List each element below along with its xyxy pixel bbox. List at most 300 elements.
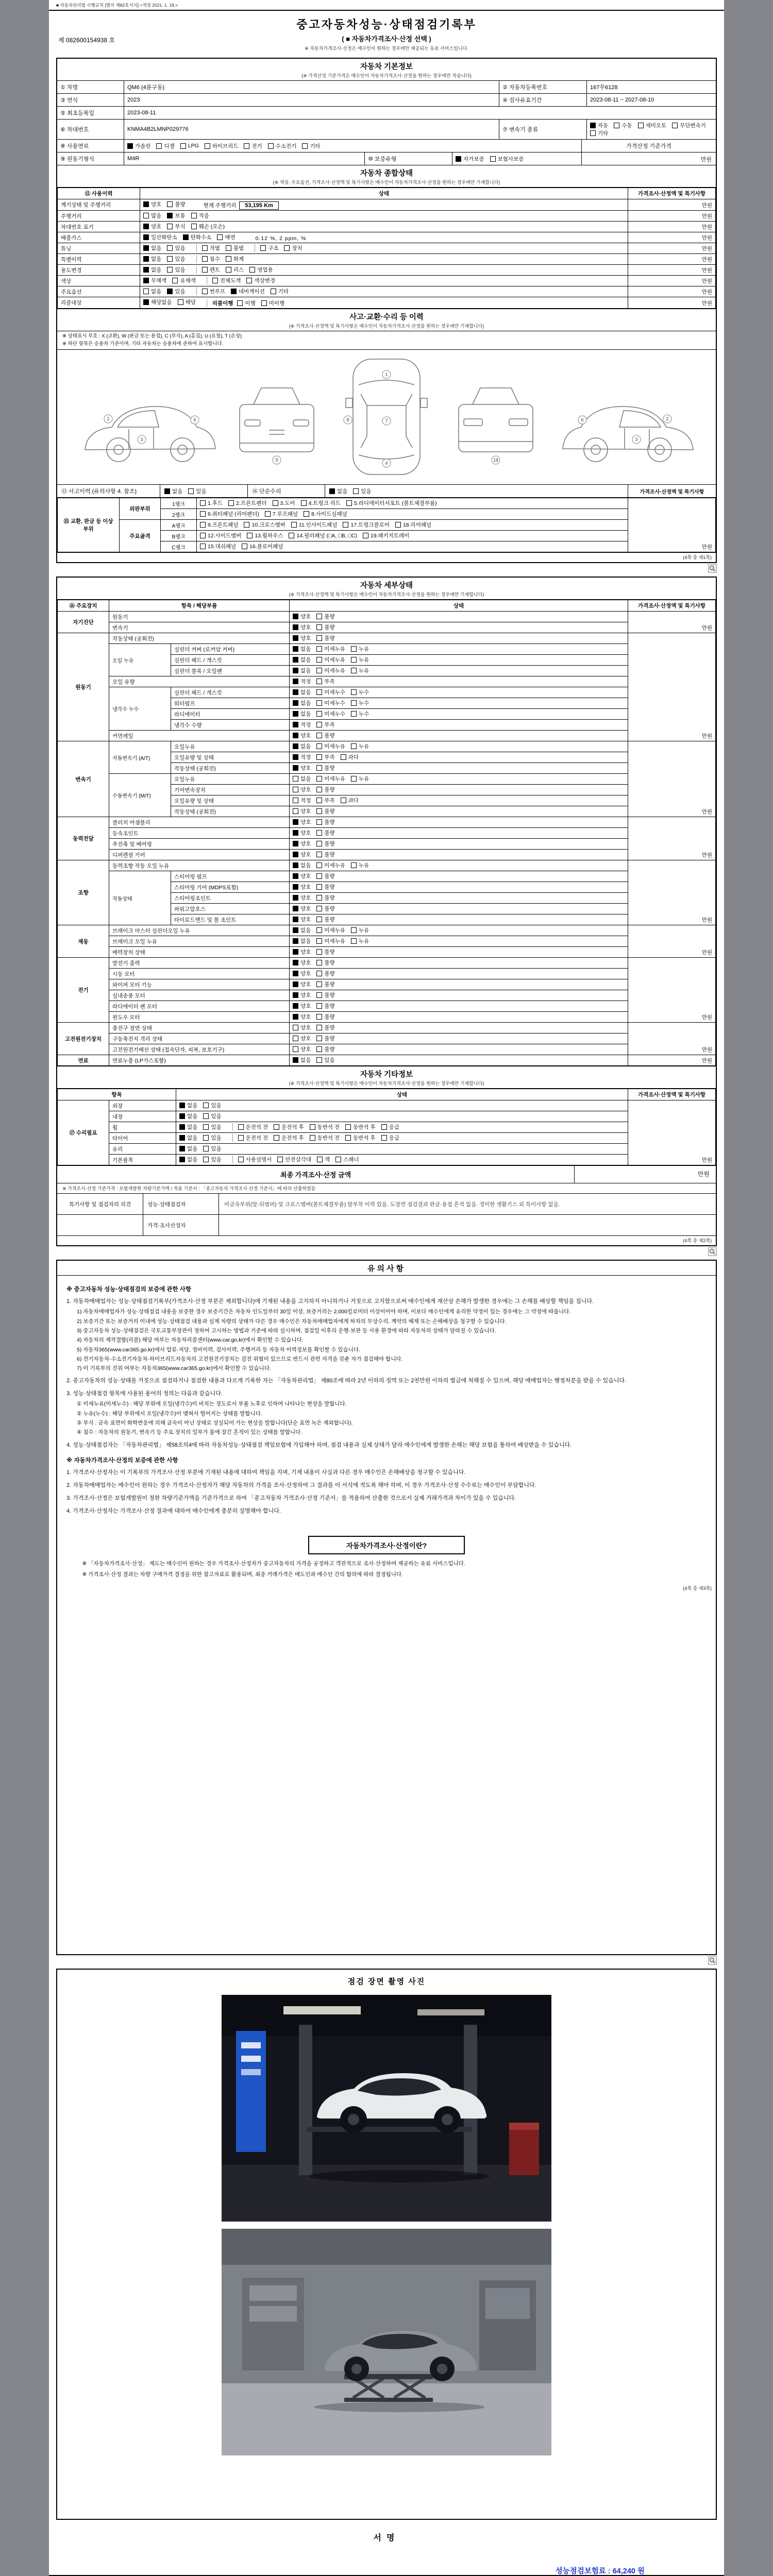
checkbox-수소전기[interactable]: 수소전기 <box>268 142 297 150</box>
item-label: 냉각수 수량 <box>171 720 290 731</box>
zoom-row-3 <box>56 1956 717 1964</box>
unchecked-box-icon <box>310 1135 315 1141</box>
state-cell <box>290 612 628 622</box>
checkbox-불량[interactable]: 불량 <box>316 851 334 858</box>
checkbox-동반석 전[interactable]: 동반석 전 <box>310 1123 340 1131</box>
checkbox-전체도색[interactable]: 전체도색 <box>212 277 241 284</box>
checkbox-이행[interactable]: 이행 <box>237 299 255 307</box>
checkbox-누유[interactable]: 누유 <box>351 937 369 945</box>
checkbox-스패너[interactable]: 스패너 <box>335 1156 359 1163</box>
checkbox-양호[interactable]: 양호 <box>293 916 311 923</box>
checkbox-13.휠하우스[interactable]: 13.휠하우스 <box>247 532 283 539</box>
state-cell <box>290 860 628 871</box>
checkbox-없음[interactable]: 없음 <box>293 699 311 707</box>
transmission-options <box>587 120 716 139</box>
checkbox-미세누유[interactable]: 미세누유 <box>316 645 345 653</box>
checkbox-부족[interactable]: 부족 <box>316 677 334 685</box>
notice-item: 2. 중고자동차의 성능·상태를 거짓으로 점검하거나 점검한 내용과 다르게 기록한 자는 「자동차관리법」 제80조에 따라 2년 이하의 징역 또는 2천만원 이하의 벌금에 처해질 수 있으며, 해당 매매업자는 행정처분을 받을 수 있습니다. <box>66 1378 627 1384</box>
checkbox-불량[interactable]: 불량 <box>316 905 334 912</box>
checked-box-icon <box>293 938 298 944</box>
checkbox-없음[interactable]: 없음 <box>329 487 347 495</box>
checkbox-불량[interactable]: 불량 <box>316 613 334 620</box>
checkbox-양호[interactable]: 양호 <box>293 872 311 880</box>
option-group <box>143 212 220 219</box>
checked-box-icon <box>293 1057 298 1063</box>
unchecked-box-icon <box>226 267 231 273</box>
checkbox-18.리어패널[interactable]: 18.리어패널 <box>395 521 431 529</box>
checkbox-불량[interactable]: 불량 <box>316 764 334 772</box>
checkbox-해당[interactable]: 해당 <box>178 298 196 306</box>
checkbox-불량[interactable]: 불량 <box>316 840 334 848</box>
checkbox-있음[interactable]: 있음 <box>203 1145 221 1153</box>
document-page <box>49 0 724 2576</box>
etc-row <box>58 1111 716 1122</box>
checkbox-안전삼각대[interactable]: 안전삼각대 <box>277 1156 311 1163</box>
checkbox-양호[interactable]: 양호 <box>293 970 311 977</box>
checkbox-불량[interactable]: 불량 <box>316 1045 334 1053</box>
checkbox-있음[interactable]: 있음 <box>203 1156 221 1163</box>
magnifier-icon[interactable] <box>708 1956 717 1965</box>
checkbox-없음[interactable]: 없음 <box>293 688 311 696</box>
overall-row <box>58 265 716 276</box>
checkbox-적정[interactable]: 적정 <box>293 753 311 761</box>
checkbox-10.크로스멤버[interactable]: 10.크로스멤버 <box>244 521 285 529</box>
checkbox-사용설명서[interactable]: 사용설명서 <box>238 1156 272 1163</box>
checkbox-미세누유[interactable]: 미세누유 <box>316 861 345 869</box>
checkbox-불량[interactable]: 불량 <box>316 980 334 988</box>
etc-row <box>58 1133 716 1144</box>
checkbox-불량[interactable]: 불량 <box>316 732 334 739</box>
detail-title-note: (※ 가격조사·산정액 및 특기사항은 매수인이 자동차가격조사·산정을 원하는 경우에만 기재합니다) <box>289 592 484 598</box>
checkbox-많음[interactable]: 많음 <box>143 212 161 219</box>
checkbox-운전석 후[interactable]: 운전석 후 <box>274 1134 304 1142</box>
checkbox-기타[interactable]: 기타 <box>302 142 320 150</box>
checkbox-1.후드[interactable]: 1.후드 <box>200 499 223 507</box>
checkbox-보험사보증[interactable]: 보험사보증 <box>490 155 524 163</box>
checkbox-없음[interactable]: 없음 <box>179 1112 197 1120</box>
state-cell <box>290 622 628 633</box>
checkbox-누수[interactable]: 누수 <box>351 699 369 707</box>
price-cell: 만원 <box>628 817 716 860</box>
checkbox-양호[interactable]: 양호 <box>293 1002 311 1010</box>
checkbox-없음[interactable]: 없음 <box>293 656 311 664</box>
checkbox-미세누수[interactable]: 미세누수 <box>316 688 345 696</box>
notice-subitem: ① 미세누유(미세누수) : 해당 부위에 오일(냉각수)이 비치는 정도로서 부품 노후로 인하여 나타나는 현상을 말합니다. <box>77 1401 347 1408</box>
checkbox-5.라디에이터서포트 (볼트체결부품)[interactable]: 5.라디에이터서포트 (볼트체결부품) <box>346 499 437 507</box>
device-label: 원동기 <box>58 633 109 741</box>
checkbox-미세누유[interactable]: 미세누유 <box>316 667 345 674</box>
checkbox-없음[interactable]: 없음 <box>143 287 161 295</box>
checkbox-양호[interactable]: 양호 <box>293 980 311 988</box>
checkbox-적정[interactable]: 적정 <box>293 721 311 728</box>
checkbox-양호[interactable]: 양호 <box>293 613 311 620</box>
page-note-3: (4쪽 중 제3쪽) <box>683 1586 712 1591</box>
checkbox-없음[interactable]: 없음 <box>293 861 311 869</box>
checkbox-없음[interactable]: 없음 <box>179 1156 197 1163</box>
checkbox-과다[interactable]: 과다 <box>341 796 359 804</box>
checkbox-불량[interactable]: 불량 <box>316 959 334 967</box>
checkbox-있음[interactable]: 있음 <box>353 487 371 495</box>
checkbox-양호[interactable]: 양호 <box>293 840 311 848</box>
unchecked-box-icon <box>381 1135 387 1141</box>
checkbox-양호[interactable]: 양호 <box>293 623 311 631</box>
checkbox-불량[interactable]: 불량 <box>316 872 334 880</box>
checkbox-누유[interactable]: 누유 <box>351 656 369 664</box>
unchecked-box-icon <box>316 798 322 803</box>
checkbox-19.패키지트레이[interactable]: 19.패키지트레이 <box>363 532 409 539</box>
unchecked-box-icon <box>316 1014 322 1020</box>
checkbox-불량[interactable]: 불량 <box>316 1035 334 1042</box>
checkbox-2.프론트펜더[interactable]: 2.프론트펜더 <box>228 499 266 507</box>
checkbox-과다[interactable]: 과다 <box>341 753 359 761</box>
checkbox-동반석 후[interactable]: 동반석 후 <box>345 1134 376 1142</box>
checkbox-잭[interactable]: 잭 <box>317 1156 330 1163</box>
checkbox-미세누유[interactable]: 미세누유 <box>316 656 345 664</box>
checkbox-불량[interactable]: 불량 <box>316 818 334 826</box>
checkbox-해당없음[interactable]: 해당없음 <box>143 298 172 306</box>
magnifier-icon[interactable] <box>708 1247 717 1256</box>
checkbox-불량[interactable]: 불량 <box>316 634 334 642</box>
unchecked-box-icon <box>247 533 253 538</box>
checked-box-icon <box>179 1157 185 1162</box>
checkbox-있음[interactable]: 있음 <box>203 1134 221 1142</box>
magnifier-icon[interactable] <box>708 564 717 573</box>
checkbox-없음[interactable]: 없음 <box>179 1145 197 1153</box>
checkbox-불량[interactable]: 불량 <box>316 1013 334 1021</box>
checkbox-있음[interactable]: 있음 <box>203 1123 221 1131</box>
inspection-photo-1 <box>222 1995 551 2222</box>
checkbox-없음[interactable]: 없음 <box>293 1056 311 1064</box>
checkbox-불량[interactable]: 불량 <box>316 948 334 956</box>
checkbox-양호[interactable]: 양호 <box>293 1024 311 1031</box>
checkbox-미세누유[interactable]: 미세누유 <box>316 926 345 934</box>
checkbox-불량[interactable]: 불량 <box>316 894 334 902</box>
detail-row <box>58 612 716 622</box>
engine-type-value: M4R <box>124 152 365 165</box>
checkbox-있음[interactable]: 있음 <box>167 255 185 263</box>
unchecked-box-icon <box>353 488 359 494</box>
checkbox-불량[interactable]: 불량 <box>316 829 334 837</box>
checkbox-부족[interactable]: 부족 <box>316 753 334 761</box>
checkbox-14.필러패널 (□A, □B, □C)[interactable]: 14.필러패널 (□A, □B, □C) <box>289 532 357 539</box>
item-label: 브레이크 오일 누유 <box>109 936 290 947</box>
checkbox-11.인사이드패널[interactable]: 11.인사이드패널 <box>291 521 338 529</box>
checkbox-운전석 전[interactable]: 운전석 전 <box>238 1123 268 1131</box>
checkbox-매연[interactable]: 매연 <box>217 233 235 241</box>
checkbox-썬루프[interactable]: 썬루프 <box>202 287 225 295</box>
use-history-label: 차대번호 표기 <box>58 222 140 232</box>
checkbox-무단변속기[interactable]: 무단변속기 <box>672 122 706 129</box>
detail-row <box>58 871 716 882</box>
checkbox-일산화탄소[interactable]: 일산화탄소 <box>143 233 177 241</box>
overall-row <box>58 276 716 286</box>
checkbox-적음[interactable]: 적음 <box>191 212 209 219</box>
checkbox-양호[interactable]: 양호 <box>293 894 311 902</box>
checkbox-불량[interactable]: 불량 <box>316 623 334 631</box>
checkbox-동반석 후[interactable]: 동반석 후 <box>345 1123 376 1131</box>
checkbox-양호[interactable]: 양호 <box>293 732 311 739</box>
warranty-type-label: ⑩ 보증유형 <box>365 152 452 165</box>
item-label: 라디에이터 <box>171 709 290 720</box>
checkbox-누유[interactable]: 누유 <box>351 861 369 869</box>
etc-title-note: (※ 가격조사·산정액 및 특기사항은 매수인이 자동차가격조사·산정을 원하는 경우에만 기재합니다) <box>289 1081 484 1087</box>
detail-row <box>58 1033 716 1044</box>
checked-box-icon <box>293 949 298 955</box>
checked-box-icon <box>293 614 298 619</box>
checkbox-양호[interactable]: 양호 <box>293 786 311 793</box>
item-label: 클러치 어셈블리 <box>109 817 290 828</box>
unchecked-box-icon <box>226 245 231 251</box>
checkbox-적정[interactable]: 적정 <box>293 677 311 685</box>
checkbox-3.도어[interactable]: 3.도어 <box>273 499 295 507</box>
checkbox-없음[interactable]: 없음 <box>164 487 182 495</box>
checkbox-양호[interactable]: 양호 <box>293 807 311 815</box>
inspection-period-label: ④ 검사유효기간 <box>499 94 587 106</box>
checkbox-화재[interactable]: 화재 <box>226 255 244 263</box>
checkbox-없음[interactable]: 없음 <box>143 244 161 252</box>
basic-row-56-left <box>57 140 581 165</box>
state-cell <box>290 1012 628 1023</box>
checkbox-있음[interactable]: 있음 <box>316 1056 334 1064</box>
checkbox-부식[interactable]: 부식 <box>167 223 185 230</box>
item-label: 고전원전기배선 상태 (접속단자, 피복, 보호기구) <box>109 1044 290 1055</box>
final-price-row <box>57 1165 716 1183</box>
checkbox-불량[interactable]: 불량 <box>316 807 334 815</box>
checkbox-없음[interactable]: 없음 <box>143 255 161 263</box>
checkbox-양호[interactable]: 양호 <box>293 634 311 642</box>
section-notice <box>56 1260 717 1955</box>
item-label: 추진축 및 베어링 <box>109 839 290 850</box>
use-history-label: 리콜대상 <box>58 297 140 309</box>
checkbox-훼손 (오손)[interactable]: 훼손 (오손) <box>191 223 225 230</box>
car-name-label: ① 차명 <box>57 81 124 93</box>
checked-box-icon <box>143 234 149 240</box>
checkbox-양호[interactable]: 양호 <box>293 764 311 772</box>
checkbox-양호[interactable]: 양호 <box>293 851 311 858</box>
checkbox-보통[interactable]: 보통 <box>167 212 185 219</box>
item-label: 오일누유 <box>171 774 290 785</box>
checked-box-icon <box>293 992 298 998</box>
checkbox-17.트렁크플로어[interactable]: 17.트렁크플로어 <box>343 521 389 529</box>
checkbox-없음[interactable]: 없음 <box>293 710 311 718</box>
checkbox-없음[interactable]: 없음 <box>293 775 311 783</box>
unchecked-box-icon <box>316 689 322 695</box>
checkbox-적법[interactable]: 적법 <box>202 244 220 252</box>
checkbox-불량[interactable]: 불량 <box>316 1024 334 1031</box>
basic-row-56-wrap <box>57 140 716 165</box>
option-group <box>143 287 196 295</box>
checkbox-불량[interactable]: 불량 <box>316 970 334 977</box>
checkbox-없음[interactable]: 없음 <box>293 742 311 750</box>
checkbox-장치[interactable]: 장치 <box>284 244 302 252</box>
checkbox-누수[interactable]: 누수 <box>351 688 369 696</box>
checkbox-누유[interactable]: 누유 <box>351 645 369 653</box>
option-group <box>232 1123 410 1131</box>
checkbox-전기[interactable]: 전기 <box>244 142 262 150</box>
checked-box-icon <box>293 722 298 727</box>
checkbox-세미오토[interactable]: 세미오토 <box>638 122 667 129</box>
checkbox-양호[interactable]: 양호 <box>293 905 311 912</box>
checkbox-양호[interactable]: 양호 <box>293 1045 311 1053</box>
checkbox-있음[interactable]: 있음 <box>167 244 185 252</box>
checkbox-누수[interactable]: 누수 <box>351 710 369 718</box>
checkbox-불량[interactable]: 불량 <box>316 1002 334 1010</box>
checkbox-양호[interactable]: 양호 <box>293 959 311 967</box>
checkbox-불량[interactable]: 불량 <box>167 200 185 208</box>
detail-title <box>57 578 716 600</box>
checkbox-미세누유[interactable]: 미세누유 <box>316 775 345 783</box>
checkbox-불법[interactable]: 불법 <box>226 244 244 252</box>
state-cell <box>290 1023 628 1033</box>
checkbox-양호[interactable]: 양호 <box>143 200 161 208</box>
etc-row <box>58 1122 716 1133</box>
checkbox-불량[interactable]: 불량 <box>316 883 334 891</box>
checkbox-리스[interactable]: 리스 <box>226 266 244 274</box>
checkbox-하이브리드[interactable]: 하이브리드 <box>205 142 239 150</box>
checkbox-16.플로어패널[interactable]: 16.플로어패널 <box>242 543 283 550</box>
item-label: 기어변속장치 <box>171 785 290 795</box>
checkbox-없음[interactable]: 없음 <box>293 667 311 674</box>
checkbox-있음[interactable]: 있음 <box>203 1101 221 1109</box>
checkbox-미이행[interactable]: 미이행 <box>261 299 284 307</box>
unchecked-box-icon <box>351 646 357 652</box>
checkbox-응급[interactable]: 응급 <box>381 1123 399 1131</box>
checkbox-가솔린[interactable]: 가솔린 <box>127 142 150 150</box>
checkbox-없음[interactable]: 없음 <box>179 1101 197 1109</box>
checkbox-디젤[interactable]: 디젤 <box>156 142 174 150</box>
checkbox-양호[interactable]: 양호 <box>293 948 311 956</box>
checkbox-불량[interactable]: 불량 <box>316 916 334 923</box>
unchecked-box-icon <box>293 787 298 792</box>
detail-row <box>58 1055 716 1066</box>
checkbox-자동[interactable]: 자동 <box>590 122 608 129</box>
checkbox-운전석 후[interactable]: 운전석 후 <box>274 1123 304 1131</box>
parts-items-cell <box>197 498 628 509</box>
checkbox-양호[interactable]: 양호 <box>143 223 161 230</box>
unchecked-box-icon <box>203 1135 209 1141</box>
fuel-options <box>124 140 581 152</box>
notice-subitem: ④ 침수 : 자동차의 원동기, 변속기 등 주요 장치의 일부가 물에 잠긴 흔적이 있는 상태를 말합니다. <box>77 1429 303 1436</box>
checkbox-없음[interactable]: 없음 <box>293 645 311 653</box>
checkbox-미세누유[interactable]: 미세누유 <box>316 742 345 750</box>
checkbox-응급[interactable]: 응급 <box>381 1134 399 1142</box>
page-note-1: (4쪽 중 제1쪽) <box>57 552 716 562</box>
checkbox-양호[interactable]: 양호 <box>293 883 311 891</box>
unchecked-box-icon <box>191 224 197 229</box>
checkbox-없음[interactable]: 없음 <box>179 1134 197 1142</box>
state-cell <box>176 1133 628 1144</box>
checkbox-누유[interactable]: 누유 <box>351 926 369 934</box>
checkbox-렌트[interactable]: 렌트 <box>202 266 220 274</box>
option-group <box>196 255 255 263</box>
checkbox-8.사이드실패널[interactable]: 8.사이드실패널 <box>304 510 347 518</box>
detail-row <box>58 731 716 741</box>
basic-row-6 <box>57 152 581 165</box>
checkbox-유채색[interactable]: 유채색 <box>172 277 195 284</box>
checkbox-없음[interactable]: 없음 <box>293 937 311 945</box>
checkbox-있음[interactable]: 있음 <box>188 487 206 495</box>
checkbox-기타[interactable]: 기타 <box>271 287 289 295</box>
checkbox-동반석 전[interactable]: 동반석 전 <box>310 1134 340 1142</box>
checkbox-있음[interactable]: 있음 <box>203 1112 221 1120</box>
document-number: 제 082600154938 호 <box>58 37 115 44</box>
checkbox-침수[interactable]: 침수 <box>202 255 220 263</box>
checkbox-구조[interactable]: 구조 <box>260 244 278 252</box>
checkbox-미세누수[interactable]: 미세누수 <box>316 710 345 718</box>
checkbox-영업용[interactable]: 영업용 <box>249 266 273 274</box>
checkbox-미세누수[interactable]: 미세누수 <box>316 699 345 707</box>
checkbox-부족[interactable]: 부족 <box>316 721 334 728</box>
checkbox-운전석 전[interactable]: 운전석 전 <box>238 1134 268 1142</box>
base-price-column <box>581 140 716 165</box>
unchecked-box-icon <box>316 743 322 749</box>
checkbox-양호[interactable]: 양호 <box>293 818 311 826</box>
checked-box-icon <box>183 234 189 240</box>
etc-header-row <box>58 1089 716 1100</box>
checkbox-탄화수소[interactable]: 탄화수소 <box>183 233 212 241</box>
model-year-label: ③ 연식 <box>57 94 124 106</box>
checkbox-수동[interactable]: 수동 <box>614 122 632 129</box>
checkbox-부족[interactable]: 부족 <box>316 796 334 804</box>
checkbox-없음[interactable]: 없음 <box>179 1123 197 1131</box>
checkbox-기타[interactable]: 기타 <box>590 129 608 137</box>
detail-row <box>58 741 716 752</box>
final-price-value: 만원 <box>697 1171 710 1178</box>
checkbox-누유[interactable]: 누유 <box>351 742 369 750</box>
checkbox-7.루프패널[interactable]: 7.루프패널 <box>265 510 298 518</box>
checkbox-양호[interactable]: 양호 <box>293 1035 311 1042</box>
unchecked-box-icon <box>672 123 678 128</box>
checkbox-양호[interactable]: 양호 <box>293 1013 311 1021</box>
unchecked-box-icon <box>316 711 322 717</box>
checkbox-4.트렁크 리드[interactable]: 4.트렁크 리드 <box>301 499 341 507</box>
checkbox-없음[interactable]: 없음 <box>293 926 311 934</box>
overall-title-text: 자동차 종합상태 <box>360 170 413 178</box>
checkbox-무채색[interactable]: 무채색 <box>143 277 166 284</box>
checkbox-9.프론트패널[interactable]: 9.프론트패널 <box>200 521 238 529</box>
checkbox-누유[interactable]: 누유 <box>351 775 369 783</box>
state-cell <box>290 1055 628 1066</box>
checkbox-없음[interactable]: 없음 <box>143 266 161 274</box>
price-appraisal-info-box <box>77 1536 696 1579</box>
checkbox-15.대쉬패널[interactable]: 15.대쉬패널 <box>200 543 236 550</box>
option-group <box>179 1145 232 1153</box>
checkbox-적정[interactable]: 적정 <box>293 796 311 804</box>
checkbox-누유[interactable]: 누유 <box>351 667 369 674</box>
detail-header-row <box>58 600 716 612</box>
checkbox-있음[interactable]: 있음 <box>167 266 185 274</box>
checkbox-불량[interactable]: 불량 <box>316 786 334 793</box>
checkbox-미세누유[interactable]: 미세누유 <box>316 937 345 945</box>
checkbox-12.사이드멤버[interactable]: 12.사이드멤버 <box>200 532 241 539</box>
checkbox-양호[interactable]: 양호 <box>293 829 311 837</box>
checkbox-있음[interactable]: 있음 <box>167 287 185 295</box>
zoom-row-1 <box>56 564 717 572</box>
checkbox-6.쿼터패널 (리어펜더)[interactable]: 6.쿼터패널 (리어펜더) <box>200 510 259 518</box>
checkbox-네비게이션[interactable]: 네비게이션 <box>231 287 265 295</box>
checkbox-LPG[interactable]: LPG <box>180 143 199 149</box>
checkbox-양호[interactable]: 양호 <box>293 991 311 999</box>
state-cell <box>290 655 628 666</box>
unchecked-box-icon <box>143 289 149 294</box>
parts-rank-label: 2랭크 <box>161 509 197 520</box>
notice-subitem: 2) 보증기간 또는 보증거리 이내에 성능·상태점검 내용과 실제 차량의 상태가 다른 경우 매수인은 자동차매매업자에게 하자의 무상수리, 계약의 해제 또는 손해배상을 청구할 수 있습니다. <box>77 1318 507 1325</box>
checkbox-색상변경[interactable]: 색상변경 <box>246 277 275 284</box>
checkbox-자가보증[interactable]: 자가보증 <box>456 155 484 163</box>
svg-text:8: 8 <box>346 417 349 423</box>
checkbox-불량[interactable]: 불량 <box>316 991 334 999</box>
unchecked-box-icon <box>167 201 173 207</box>
